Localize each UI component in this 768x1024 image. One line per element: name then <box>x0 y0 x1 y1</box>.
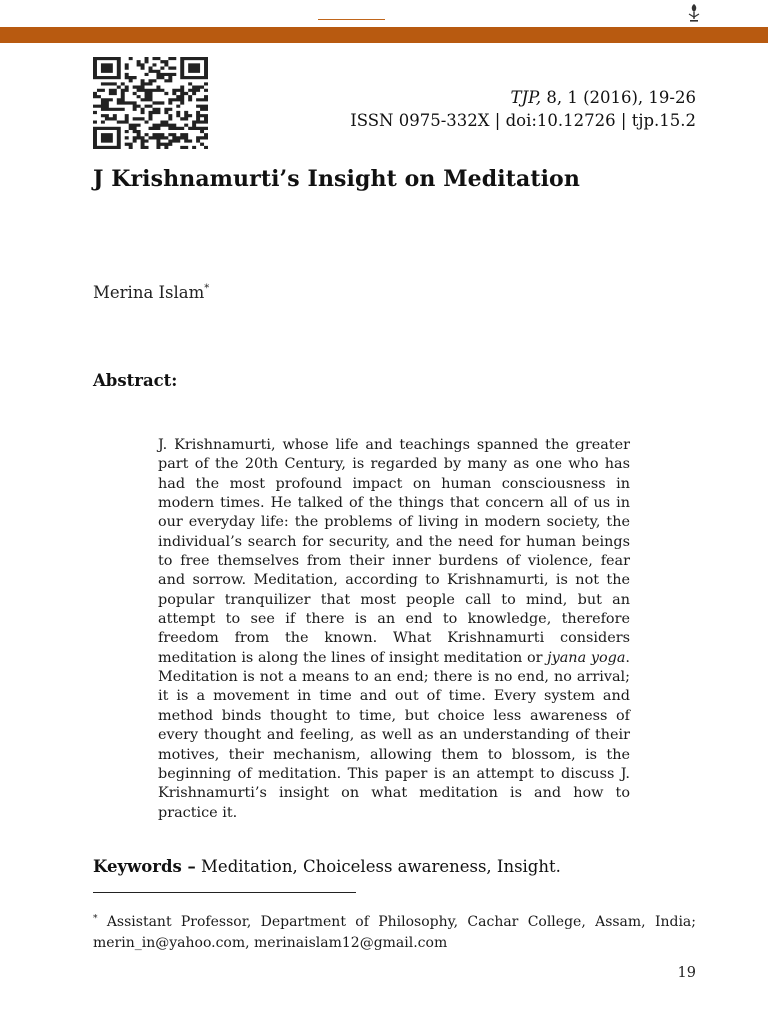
abstract-text-part-2: . Meditation is not a means to an end; there is no end, no arrival; it is a movement in time and out of time. Every system and method binds thought to time, but choice less awareness of every thought and feeling, as well as an understanding of their motives, their mechanism, allowing them to blossom, is the beginning of meditation. This paper is an attempt to discuss J. Krishnamurti’s insight on what meditation is and how to practice it. <box>158 649 630 821</box>
abstract-italic-term: jyana yoga <box>547 649 626 666</box>
page-number: 19 <box>677 965 696 981</box>
citation-block <box>350 86 696 132</box>
footnote-text: Assistant Professor, Department of Philosophy, Cachar College, Assam, India; merin_in@yahoo.com, merinaislam12@gmail.com <box>93 914 696 951</box>
qr-code-icon <box>93 57 208 149</box>
footnote-marker: * <box>93 914 98 924</box>
abstract-text-part-1: J. Krishnamurti, whose life and teachings spanned the greater part of the 20th Century, is regarded by many as one who has had the most profound impact on human consciousness in modern times. He talked of the things that concern all of us in our everyday life: the problems of living in modern society, the individual’s search for security, and the need for human beings to free themselves from their inner burdens of violence, fear and sorrow. Meditation, according to Krishnamurti, is not the popular tranquilizer that most people call to mind, but an attempt to see if there is an end to knowledge, therefore freedom from the known. What Krishnamurti considers meditation is along the lines of insight meditation or <box>158 437 630 666</box>
paper-title: J Krishnamurti’s Insight on Meditation <box>93 166 580 192</box>
author-line <box>93 283 209 302</box>
volume-issue: 8, 1 (2016), 19-26 <box>541 88 696 107</box>
citation-identifiers: ISSN 0975-332X | doi:10.12726 | tjp.15.2 <box>350 111 696 130</box>
footnote-divider <box>93 892 356 893</box>
footnote <box>93 909 696 954</box>
abstract-body <box>158 436 630 823</box>
keywords-label: Keywords – <box>93 857 196 876</box>
author-name: Merina Islam <box>93 283 205 302</box>
header-accent-bar <box>0 27 768 43</box>
journal-abbrev: TJP, <box>510 88 542 107</box>
abstract-heading: Abstract: <box>93 371 178 390</box>
header-link-underline[interactable] <box>318 19 385 20</box>
author-footnote-marker[interactable]: * <box>204 283 210 294</box>
journal-logo-icon <box>686 2 702 24</box>
top-strip <box>0 0 768 27</box>
keywords-values: Meditation, Choiceless awareness, Insight. <box>195 857 561 876</box>
keywords-line <box>93 857 561 876</box>
citation-line-1 <box>350 86 696 109</box>
